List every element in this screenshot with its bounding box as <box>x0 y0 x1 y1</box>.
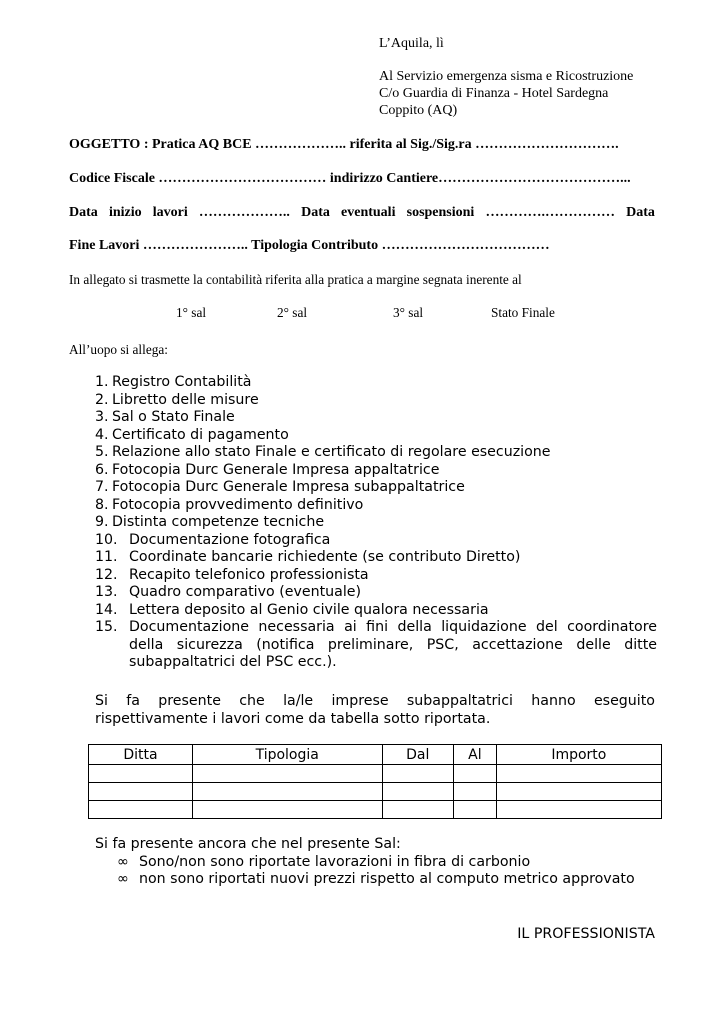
place-date: L’Aquila, lì <box>379 36 444 51</box>
column-header-tipologia: Tipologia <box>192 745 382 765</box>
list-item <box>95 871 635 889</box>
address-block <box>379 35 633 119</box>
table-cell <box>192 801 382 819</box>
list-item: 15. Documentazione necessaria ai fini della liquidazione del coordinatore della sicurezza (notifica preliminare, PSC, accettazione delle ditte subappaltatrici del PSC ecc.). <box>95 619 657 670</box>
sal-option-2: 2° sal <box>277 305 308 320</box>
intro-text: In allegato si trasmette la contabilità riferita alla pratica a margine segnata inerente al <box>69 272 522 287</box>
subject-line: OGGETTO : Pratica AQ BCE ……………….. riferita al Sig./Sig.ra …………………………. <box>69 137 619 152</box>
attachment-list <box>95 374 657 672</box>
column-header-ditta: Ditta <box>89 745 193 765</box>
recipient-line-2: C/o Guardia di Finanza - Hotel Sardegna <box>379 86 609 101</box>
table-cell <box>496 765 661 783</box>
table-cell <box>89 765 193 783</box>
table-cell <box>89 801 193 819</box>
recipient-line-1: Al Servizio emergenza sisma e Ricostruzione <box>379 69 634 84</box>
final-note-item-2: non sono riportati nuovi prezzi rispetto al computo metrico approvato <box>139 871 635 887</box>
table-cell <box>382 801 454 819</box>
sal-option-3: 3° sal <box>393 305 424 320</box>
table-cell <box>192 765 382 783</box>
list-item: 10. Documentazione fotografica <box>95 531 331 548</box>
sal-option-final: Stato Finale <box>491 305 555 320</box>
subcontract-note: Si fa presente che la/le imprese subappaltatrici hanno eseguito rispettivamente i lavori come da tabella sotto riportata. <box>95 693 655 727</box>
list-item: 8. Fotocopia provvedimento definitivo <box>95 496 364 513</box>
tax-code-line: Codice Fiscale ……………………………… indirizzo Cantiere…………………………………... <box>69 171 631 186</box>
dates-line <box>69 205 655 221</box>
table-cell <box>454 801 497 819</box>
subcontract-table <box>88 744 662 819</box>
list-item: 14. Lettera deposito al Genio civile qualora necessaria <box>95 601 489 618</box>
attach-intro: All’uopo si allega: <box>69 342 168 357</box>
table-cell <box>382 783 454 801</box>
recipient-line-3: Coppito (AQ) <box>379 103 458 118</box>
dates-word-5: Data <box>301 205 330 220</box>
column-header-dal: Dal <box>382 745 454 765</box>
list-item: 9. Distinta competenze tecniche <box>95 514 325 530</box>
sal-option-1: 1° sal <box>176 305 207 320</box>
final-note <box>95 836 635 889</box>
table-cell <box>192 783 382 801</box>
list-item: 11. Coordinate bancarie richiedente (se contributo Diretto) <box>95 549 521 565</box>
column-header-importo: Importo <box>496 745 661 765</box>
dates-word-7: sospensioni <box>406 205 475 220</box>
end-works-line: Fine Lavori ………………….. Tipologia Contributo ……………………………… <box>69 238 550 253</box>
table-header-row <box>89 745 662 765</box>
list-item: 6. Fotocopia Durc Generale Impresa appaltatrice <box>95 461 440 478</box>
list-item: 3. Sal o Stato Finale <box>95 409 235 425</box>
infinity-bullet-icon: ∞ <box>117 853 129 870</box>
dates-dots-2: ………….…………… <box>485 205 615 220</box>
dates-dots-1: ……………….. <box>198 205 290 220</box>
dates-word-1: Data <box>69 205 98 220</box>
table-row <box>89 801 662 819</box>
signature-label: IL PROFESSIONISTA <box>517 926 655 942</box>
list-item <box>95 854 635 872</box>
list-item: 5. Relazione allo stato Finale e certificato di regolare esecuzione <box>95 444 551 460</box>
list-item: 12. Recapito telefonico professionista <box>95 566 369 583</box>
list-item: 13. Quadro comparativo (eventuale) <box>95 584 362 600</box>
dates-word-3: lavori <box>152 205 188 220</box>
column-header-al: Al <box>454 745 497 765</box>
list-item: 2. Libretto delle misure <box>95 391 259 408</box>
list-item: 7. Fotocopia Durc Generale Impresa subappaltatrice <box>95 479 465 495</box>
table-cell <box>382 765 454 783</box>
dates-word-2: inizio <box>108 205 142 220</box>
infinity-bullet-icon: ∞ <box>117 871 129 887</box>
table-cell <box>496 783 661 801</box>
table-cell <box>89 783 193 801</box>
table-row <box>89 765 662 783</box>
table-row <box>89 783 662 801</box>
dates-word-6: eventuali <box>341 205 396 220</box>
table-cell <box>496 801 661 819</box>
table-cell <box>454 783 497 801</box>
list-item: 4. Certificato di pagamento <box>95 426 289 443</box>
final-note-item-1: Sono/non sono riportate lavorazioni in fibra di carbonio <box>139 853 531 870</box>
dates-word-9: Data <box>626 205 655 220</box>
table-cell <box>454 765 497 783</box>
final-note-intro: Si fa presente ancora che nel presente Sal: <box>95 836 401 852</box>
list-item: 1. Registro Contabilità <box>95 374 252 390</box>
